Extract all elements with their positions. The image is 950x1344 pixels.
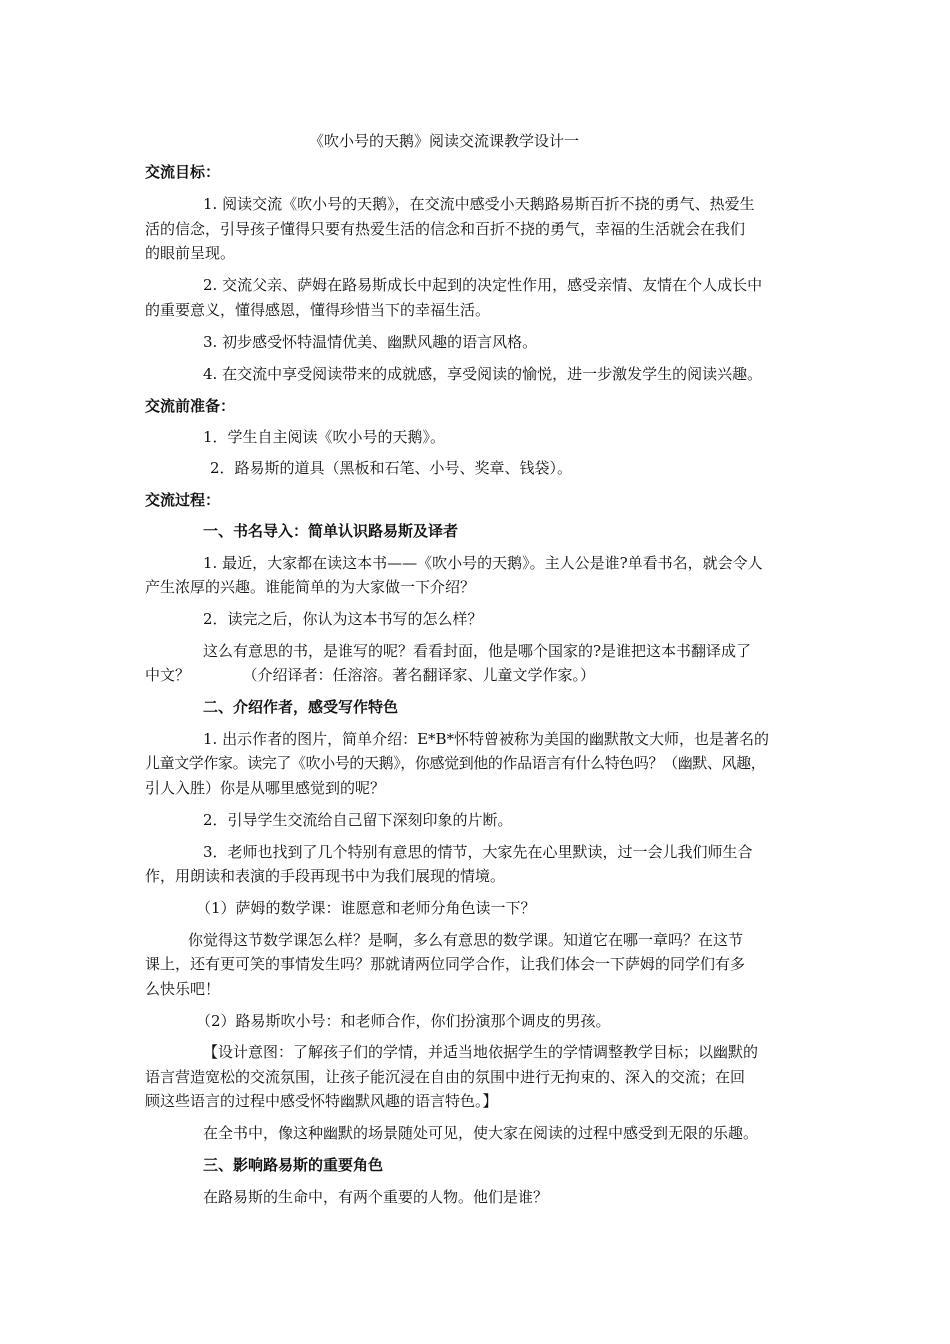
design-intent-line-2: 语言营造宽松的交流氛围，让孩子能沉浸在自由的氛围中进行无拘束的、深入的交流；在回 <box>145 1068 746 1086</box>
part2-sub1: （1）萨姆的数学课：谁愿意和老师分角色读一下？ <box>196 899 536 917</box>
section-heading-goals: 交流目标： <box>145 163 221 181</box>
part2-closing: 在全书中，像这种幽默的场景随处可见，使大家在阅读的过程中感受到无限的乐趣。 <box>203 1124 759 1142</box>
part2-item3-line-2: 作，用朗读和表演的手段再现书中为我们展现的情境。 <box>145 867 506 885</box>
part2-item1-line-3: 引人入胜）你是从哪里感觉到的呢？ <box>145 779 386 797</box>
part1-item1-line-1: 1. 最近，大家都在读这本书——《吹小号的天鹅》。主人公是谁?单看书名，就会令人 <box>203 554 763 572</box>
goal-4: 4. 在交流中享受阅读带来的成就感，享受阅读的愉悦，进一步激发学生的阅读兴趣。 <box>203 365 763 383</box>
part1-item2: 2．读完之后，你认为这本书写的怎么样？ <box>203 610 483 628</box>
design-intent-line-3: 顾这些语言的过程中感受怀特幽默风趣的语言特色。】 <box>145 1092 498 1110</box>
part2-item2: 2．引导学生交流给自己留下深刻印象的片断。 <box>203 811 513 829</box>
subheading-3: 三、影响路易斯的重要角色 <box>203 1156 384 1174</box>
prep-item-2: 2．路易斯的道具（黑板和石笔、小号、奖章、钱袋）。 <box>210 459 573 477</box>
goal-2-line-1: 2. 交流父亲、萨姆在路易斯成长中起到的决定性作用，感受亲情、友情在个人成长中 <box>203 276 763 294</box>
goal-1-line-1: 1. 阅读交流《吹小号的天鹅》，在交流中感受小天鹅路易斯百折不挠的勇气、热爱生 <box>203 195 755 213</box>
part2-item1-line-1: 1. 出示作者的图片，简单介绍：E*B*怀特曾被称为美国的幽默散文大师，也是著名的 <box>203 730 770 748</box>
part2-item3-line-1: 3．老师也找到了几个特别有意思的情节，大家先在心里默读，过一会儿我们师生合 <box>203 843 753 861</box>
subheading-2: 二、介绍作者，感受写作特色 <box>203 698 399 716</box>
part2-item1-line-2: 儿童文学作家。读完了《吹小号的天鹅》，你感觉到他的作品语言有什么特色吗？（幽默、风趣， <box>145 754 766 772</box>
goal-2-line-2: 的重要意义，懂得感恩，懂得珍惜当下的幸福生活。 <box>145 301 491 319</box>
part2-sub2: （2）路易斯吹小号：和老师合作，你们扮演那个调皮的男孩。 <box>196 1012 611 1030</box>
subheading-1: 一、书名导入：简单认识路易斯及译者 <box>203 522 459 540</box>
part1-item3-line-1: 这么有意思的书，是谁写的呢？看看封面，他是哪个国家的?是谁把这本书翻译成了 <box>203 642 752 660</box>
section-heading-preparation: 交流前准备： <box>145 397 236 415</box>
design-intent-line-1: 【设计意图：了解孩子们的学情，并适当地依据学生的学情调整教学目标；以幽默的 <box>203 1043 759 1061</box>
document-title: 《吹小号的天鹅》阅读交流课教学设计一 <box>309 132 580 150</box>
part3-item1: 在路易斯的生命中，有两个重要的人物。他们是谁？ <box>203 1188 549 1206</box>
prep-item-1: 1．学生自主阅读《吹小号的天鹅》。 <box>203 428 446 446</box>
goal-3: 3. 初步感受怀特温情优美、幽默风趣的语言风格。 <box>203 333 538 351</box>
part2-sub1-para-line-1: 你觉得这节数学课怎么样？是啊，多么有意思的数学课。知道它在哪一章吗？在这节 <box>188 931 744 949</box>
part2-sub1-para-line-2: 课上，还有更可笑的事情发生吗？那就请两位同学合作，让我们体会一下萨姆的同学们有多 <box>145 955 746 973</box>
goal-1-line-3: 的眼前呈现。 <box>145 244 236 262</box>
part1-item1-line-2: 产生浓厚的兴趣。谁能简单的为大家做一下介绍？ <box>145 578 476 596</box>
part2-sub1-para-line-3: 么快乐吧！ <box>145 980 221 998</box>
goal-1-line-2: 活的信念，引导孩子懂得只要有热爱生活的信念和百折不挠的勇气，幸福的生活就会在我们 <box>145 220 746 238</box>
part1-item3-line-2: 中文？ （介绍译者：任溶溶。著名翻译家、儿童文学作家。） <box>145 666 595 684</box>
section-heading-process: 交流过程： <box>145 491 221 509</box>
